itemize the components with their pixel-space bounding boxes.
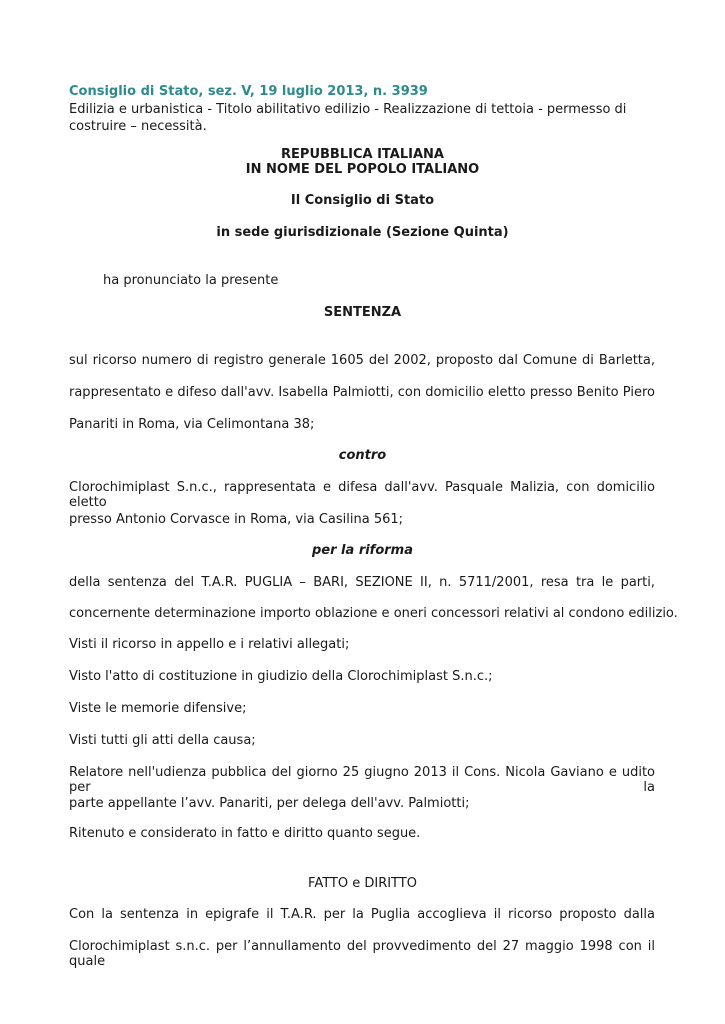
riforma-line-1: della sentenza del T.A.R. PUGLIA – BARI, SEZIONE II, n. 5711/2001, resa tra le parti, [69,575,655,590]
document-subtitle: Edilizia e urbanistica - Titolo abilitativo edilizio - Realizzazione di tettoia - permesso di costruire – necessità. [69,102,627,134]
visti-item: Visti tutti gli atti della causa; [69,733,256,748]
ricorso-line-1: sul ricorso numero di registro generale 1605 del 2002, proposto dal Comune di Barletta, [69,353,655,368]
fatto-line-2: Clorochimiplast s.n.c. per l’annullamento del provvedimento del 27 maggio 1998 con il quale [69,939,655,969]
visti-item: Visti il ricorso in appello e i relativi allegati; [69,637,350,652]
heading-people: IN NOME DEL POPOLO ITALIANO [245,162,480,177]
riforma-line-2: concernente determinazione importo oblazione e oneri concessori relativi al condono edilizio. [69,606,678,621]
heading-section: in sede giurisdizionale (Sezione Quinta) [216,225,509,240]
contro-line-2: presso Antonio Corvasce in Roma, via Casilina 561; [69,512,404,527]
ricorso-line-2: rappresentato e difeso dall'avv. Isabella Palmiotti, con domicilio eletto presso Benito Piero [69,385,655,400]
visti-item: Visto l'atto di costituzione in giudizio della Clorochimiplast S.n.c.; [69,669,493,684]
heading-republic: REPUBBLICA ITALIANA [281,147,444,162]
ricorso-line-3: Panariti in Roma, via Celimontana 38; [69,417,315,432]
contro-heading: contro [338,448,387,463]
ritenuto-text: Ritenuto e considerato in fatto e diritto quanto segue. [69,826,421,841]
intro-text: ha pronunciato la presente [103,273,279,288]
document-title: Consiglio di Stato, sez. V, 19 luglio 2013, n. 3939 [69,84,428,99]
sentenza-heading: SENTENZA [323,305,402,320]
visti-item: Viste le memorie difensive; [69,701,247,716]
fatto-heading: FATTO e DIRITTO [308,876,417,891]
relatore-line-1: Relatore nell'udienza pubblica del giorno 25 giugno 2013 il Cons. Nicola Gaviano e udito per la [69,765,655,795]
heading-council: Il Consiglio di Stato [290,193,435,208]
contro-line-1: Clorochimiplast S.n.c., rappresentata e difesa dall'avv. Pasquale Malizia, con domicilio eletto [69,480,655,510]
relatore-line-2: parte appellante l’avv. Panariti, per delega dell'avv. Palmiotti; [69,796,470,811]
fatto-line-1: Con la sentenza in epigrafe il T.A.R. per la Puglia accoglieva il ricorso proposto dalla [69,907,655,922]
riforma-heading: per la riforma [312,543,413,558]
